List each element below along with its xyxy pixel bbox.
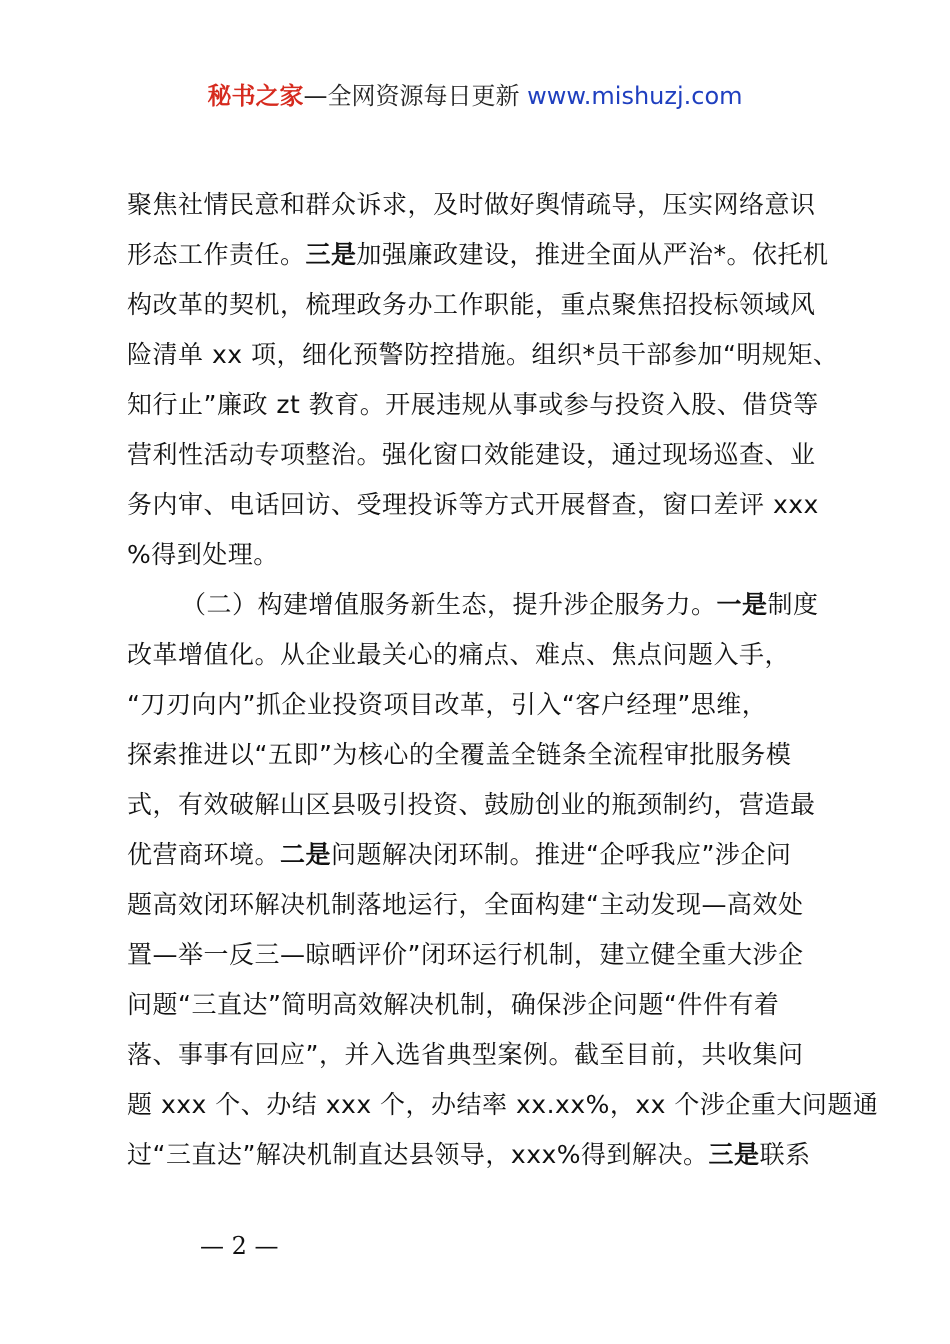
text-line: [127, 580, 833, 630]
text-run: 落、事事有回应”，并入选省典型案例。截至目前，共收集问: [127, 1040, 804, 1069]
text-run: 题 xxx 个、办结 xxx 个，办结率 xx.xx%，xx 个涉企重大问题通: [127, 1090, 879, 1119]
text-line: [127, 680, 833, 730]
bold-run: 三是: [708, 1140, 760, 1169]
text-line: [127, 1030, 833, 1080]
text-run: 加强廉政建设，推进全面从严治*。依托机: [356, 240, 829, 269]
text-line: [127, 1080, 879, 1130]
header-tagline: —全网资源每日更新: [303, 82, 520, 110]
text-line: [127, 880, 833, 930]
text-run: 形态工作责任。: [127, 240, 306, 269]
text-line: [127, 230, 833, 280]
text-line: [127, 930, 833, 980]
text-run: 联系: [759, 1140, 811, 1169]
text-line: [127, 380, 833, 430]
text-run: %得到处理。: [127, 540, 279, 569]
text-line: [127, 730, 833, 780]
text-line: [127, 530, 833, 580]
text-run: 置—举一反三—晾晒评价”闭环运行机制，建立健全重大涉企: [127, 940, 804, 969]
text-run: 营利性活动专项整治。强化窗口效能建设，通过现场巡查、业: [127, 440, 816, 469]
text-run: 知行止”廉政 zt 教育。开展违规从事或参与投资入股、借贷等: [127, 390, 819, 419]
bold-run: 二是: [280, 840, 332, 869]
text-run: 问题“三直达”简明高效解决机制，确保涉企问题“件件有着: [127, 990, 780, 1019]
header-brand: 秘书之家: [207, 82, 304, 110]
page-header: [0, 80, 950, 112]
body-text: [127, 180, 879, 1180]
text-line: [127, 330, 839, 380]
text-run: 题高效闭环解决机制落地运行，全面构建“主动发现—高效处: [127, 890, 804, 919]
page-number: — 2 —: [200, 1232, 279, 1260]
text-run: 制度: [767, 590, 819, 619]
text-run: 问题解决闭环制。推进“企呼我应”涉企问: [331, 840, 792, 869]
text-run: 探索推进以“五即”为核心的全覆盖全链条全流程审批服务模: [127, 740, 792, 769]
text-run: 式，有效破解山区县吸引投资、鼓励创业的瓶颈制约，营造最: [127, 790, 816, 819]
text-line: [127, 830, 833, 880]
text-line: [127, 480, 833, 530]
text-run: 构改革的契机，梳理政务办工作职能，重点聚焦招投标领域风: [127, 290, 816, 319]
text-line: [127, 430, 833, 480]
text-run: 险清单 xx 项，细化预警防控措施。组织*员干部参加“明规矩、: [127, 340, 839, 369]
text-run: 改革增值化。从企业最关心的痛点、难点、焦点问题入手，: [127, 640, 791, 669]
text-line: [127, 180, 833, 230]
text-run: 过“三直达”解决机制直达县领导，xxx%得到解决。: [127, 1140, 709, 1169]
text-run: “刀刃向内”抓企业投资项目改革，引入“客户经理”思维，: [127, 690, 768, 719]
text-run: （二）构建增值服务新生态，提升涉企服务力。: [181, 590, 717, 619]
text-run: 优营商环境。: [127, 840, 281, 869]
header-url-link[interactable]: www.mishuzj.com: [527, 82, 743, 110]
bold-run: 三是: [305, 240, 357, 269]
text-run: 务内审、电话回访、受理投诉等方式开展督查，窗口差评 xxx: [127, 490, 819, 519]
text-line: [127, 280, 833, 330]
text-run: 聚焦社情民意和群众诉求，及时做好舆情疏导，压实网络意识: [127, 190, 816, 219]
text-line: [127, 630, 833, 680]
bold-run: 一是: [716, 590, 768, 619]
text-line: [127, 1130, 833, 1180]
text-line: [127, 980, 833, 1030]
text-line: [127, 780, 833, 830]
